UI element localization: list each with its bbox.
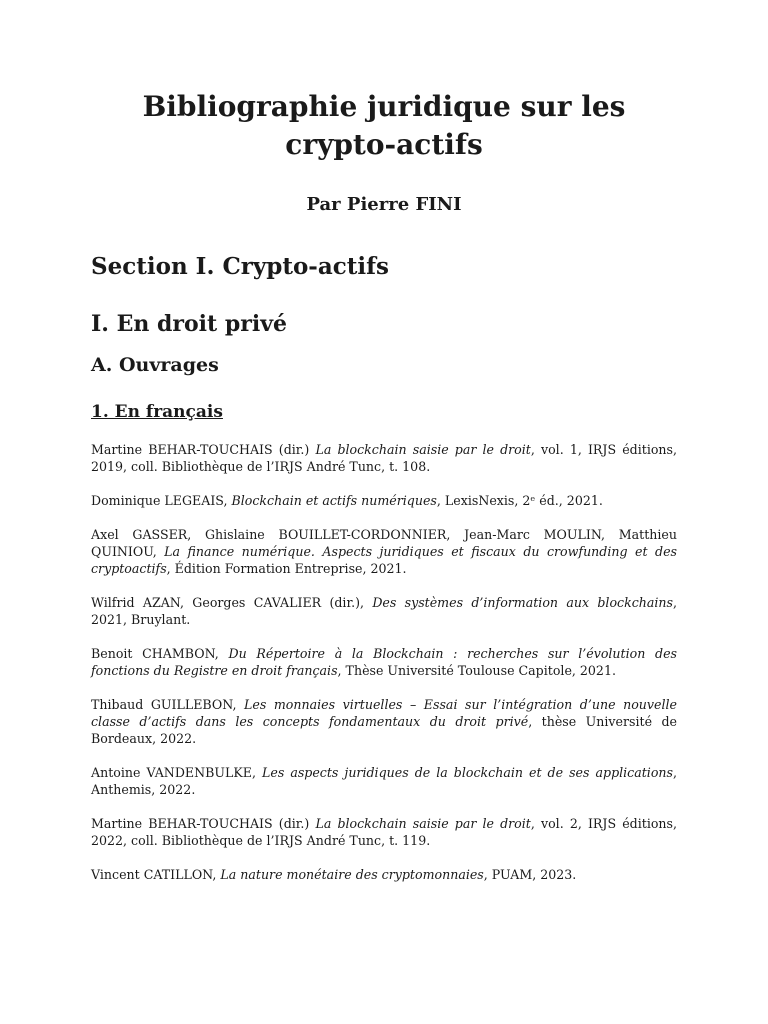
reference-authors: Wilfrid AZAN, Georges CAVALIER (dir.), xyxy=(91,595,373,610)
reference-item xyxy=(91,492,677,509)
reference-details: , Édition Formation Entreprise, 2021. xyxy=(166,561,407,576)
reference-authors: Thibaud GUILLEBON, xyxy=(91,697,245,712)
author-line: Par Pierre FINI xyxy=(306,194,462,215)
reference-details: , vol. 1, IRJS éditions, 2019, coll. Bibliothèque de l’IRJS André Tunc, t. 108. xyxy=(91,442,678,474)
reference-details: , LexisNexis, 2ᵉ éd., 2021. xyxy=(436,493,603,508)
section-heading: Section I. Crypto-actifs xyxy=(91,253,389,280)
reference-details: , thèse Université de Bordeaux, 2022. xyxy=(91,714,677,746)
reference-item xyxy=(91,526,677,577)
reference-details: , Thèse Université Toulouse Capitole, 2021. xyxy=(337,663,616,678)
reference-details: , 2021, Bruylant. xyxy=(91,595,677,627)
reference-details: , Anthemis, 2022. xyxy=(91,765,678,797)
reference-title: Les monnaies virtuelles – Essai sur l’intégration d’une nouvelle classe d’actifs dans les concepts fondamentaux du droit privé xyxy=(91,697,677,729)
reference-authors: Martine BEHAR-TOUCHAIS (dir.) xyxy=(91,816,316,831)
reference-item xyxy=(91,815,677,849)
reference-authors: Benoit CHAMBON, xyxy=(91,646,229,661)
reference-details: , PUAM, 2023. xyxy=(483,867,577,882)
reference-list xyxy=(91,424,677,883)
reference-item xyxy=(91,866,677,883)
reference-title: Les aspects juridiques de la blockchain et de ses applications xyxy=(262,765,673,780)
document-title xyxy=(91,0,677,164)
category-heading: A. Ouvrages xyxy=(91,354,219,376)
reference-details: , vol. 2, IRJS éditions, 2022, coll. Bibliothèque de l’IRJS André Tunc, t. 119. xyxy=(91,816,678,848)
language-heading: 1. En français xyxy=(91,402,223,422)
reference-title: La nature monétaire des cryptomonnaies xyxy=(220,867,484,882)
reference-authors: Vincent CATILLON, xyxy=(91,867,221,882)
subsection-heading: I. En droit privé xyxy=(91,311,287,337)
reference-item xyxy=(91,594,677,628)
title-line-2: crypto-actifs xyxy=(285,128,483,161)
reference-title: Des systèmes d’information aux blockchains xyxy=(372,595,673,610)
reference-title: Blockchain et actifs numériques xyxy=(231,493,437,508)
reference-authors: Axel GASSER, Ghislaine BOUILLET-CORDONNIER, Jean-Marc MOULIN, Matthieu QUINIOU, xyxy=(91,527,677,559)
reference-item xyxy=(91,764,677,798)
reference-item xyxy=(91,696,677,747)
reference-item xyxy=(91,645,677,679)
reference-title: La blockchain saisie par le droit xyxy=(315,442,531,457)
reference-item xyxy=(91,441,677,475)
reference-authors: Dominique LEGEAIS, xyxy=(91,493,232,508)
reference-title: La finance numérique. Aspects juridiques et fiscaux du crowfunding et des cryptoactifs xyxy=(91,544,677,576)
reference-authors: Antoine VANDENBULKE, xyxy=(91,765,263,780)
title-line-1: Bibliographie juridique sur les xyxy=(142,90,626,123)
reference-authors: Martine BEHAR-TOUCHAIS (dir.) xyxy=(91,442,316,457)
reference-title: La blockchain saisie par le droit xyxy=(315,816,531,831)
reference-title: Du Répertoire à la Blockchain : recherches sur l’évolution des fonctions du Registre en droit français xyxy=(91,646,677,678)
